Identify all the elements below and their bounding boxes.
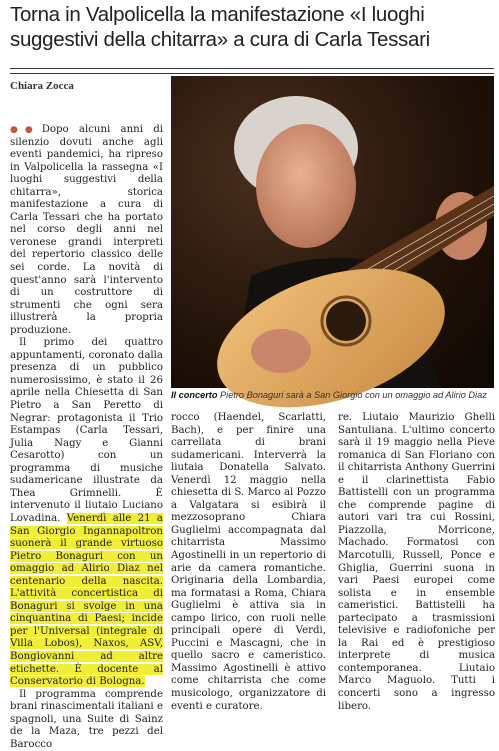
paragraph-3: Il programma comprende brani rinascimentali italiani e spagnoli, una Suite di Sainz de la Maza, tre pezzi del Barocco	[10, 688, 163, 750]
headline-rule-thin	[10, 73, 494, 74]
highlighted-passage: Venerdì alle 21 a San Giorgio Ingannapoltron suonerà il grande virtuoso Pietro Bonaguri con un omaggio ad Alirio Diaz nel centenario della nascita. L'attività concertistica di Bonaguri si svolge in una cinquantina di Paesi; incide per l'Universal (integrale di Villa Lobos), Naxos, ASV, Bongiovanni ad altre etichette. È docente al Conservatorio di Bologna.	[10, 512, 163, 688]
headline-line-2: suggestivi della chitarra» a cura di Carla Tessari	[10, 28, 430, 51]
concert-photo	[171, 76, 494, 388]
paragraph-1-text: Dopo alcuni anni di silenzio dovuti anche agli eventi pandemici, ha ripreso in Valpolicella la rassegna «I luoghi suggestivi della chitarra», storica manifestazione a cura di Carla Tessari che ha portato nel corso degli anni nel veronese grandi interpreti del repertorio classico delle sei corde. La novità di quest'anno sarà l'intervento di un costruttore di strumenti che ogni sera illustrerà la propria produzione.	[10, 124, 163, 336]
caption-text: Pietro Bonaguri sarà a San Giorgio con un omaggio ad Alirio Diaz	[220, 390, 487, 400]
article-column-3	[338, 412, 495, 712]
caption-label: Il concerto	[171, 390, 218, 400]
headline-line-1: Torna in Valpolicella la manifestazione «I luoghi	[10, 3, 425, 26]
headline	[10, 2, 494, 52]
paragraph-2	[10, 337, 163, 688]
lead-bullet-icon: ●●	[10, 125, 40, 135]
column-3-text: re. Liutaio Maurizio Ghelli Santuliana. L'ultimo concerto sarà il 19 maggio nella Pieve romanica di San Floriano con il chitarrista Anthony Guerrini e il clarinettista Fabio Battistelli con un programma che comprende pagine di autori vari tra cui Rossini, Piazzolla, Morricone, Machado. Formatosi con Marcotulli, Russell, Ponce e Ghiglia, Guerrini suona in vari Paesi europei come solista e in ensemble cameristici. Battistelli ha partecipato a trasmissioni televisive e radiofoniche per la Rai ed è prestigioso interprete di musica contemporanea. Liutaio Marco Maguolo. Tutti i concerti sono a ingresso libero.	[338, 412, 495, 712]
guitarist-photo-illustration	[171, 76, 494, 388]
column-2-text: rocco (Haendel, Scarlatti, Bach), e per finire una carrellata di brani sudamericani. Interverrà la liutaia Donatella Salvato. Venerdì 12 maggio nella chiesetta di S. Marco al Pozzo a Valgatara si esibirà il mezzosoprano Chiara Guglielmi accompagnata dal chitarrista Massimo Agostinelli in un repertorio di arie da camera romantiche. Originaria della Lombardia, ma formatasi a Roma, Chiara Guglielmi è attiva sia in campo lirico, con ruoli nelle principali opere di Verdi, Puccini e Mascagni, che in quello sacro e cameristico. Massimo Agostinelli è attivo come chitarrista che come musicologo, organizzatore di eventi e curatore.	[171, 412, 326, 712]
byline: Chiara Zocca	[10, 80, 74, 92]
headline-rule	[10, 68, 494, 69]
paragraph-lead	[10, 124, 163, 337]
photo-caption	[171, 390, 495, 401]
paragraph-2-text: Il primo dei quattro appuntamenti, coronato dalla presenza di un pubblico numerosissimo, è stato il 26 aprile nella Chiesetta di San Pietro a San Peretto di Negrar: protagonista il Trio Estampas (Carla Tessari, Julia Nagy e Gianni Cesarotto) con un programma di musiche sudamericane illustrate da Thea Grimnelli. È intervenuto il liutaio Luciano Lovadina.	[10, 337, 163, 524]
article-column-1	[10, 124, 163, 750]
article-column-2	[171, 412, 326, 712]
